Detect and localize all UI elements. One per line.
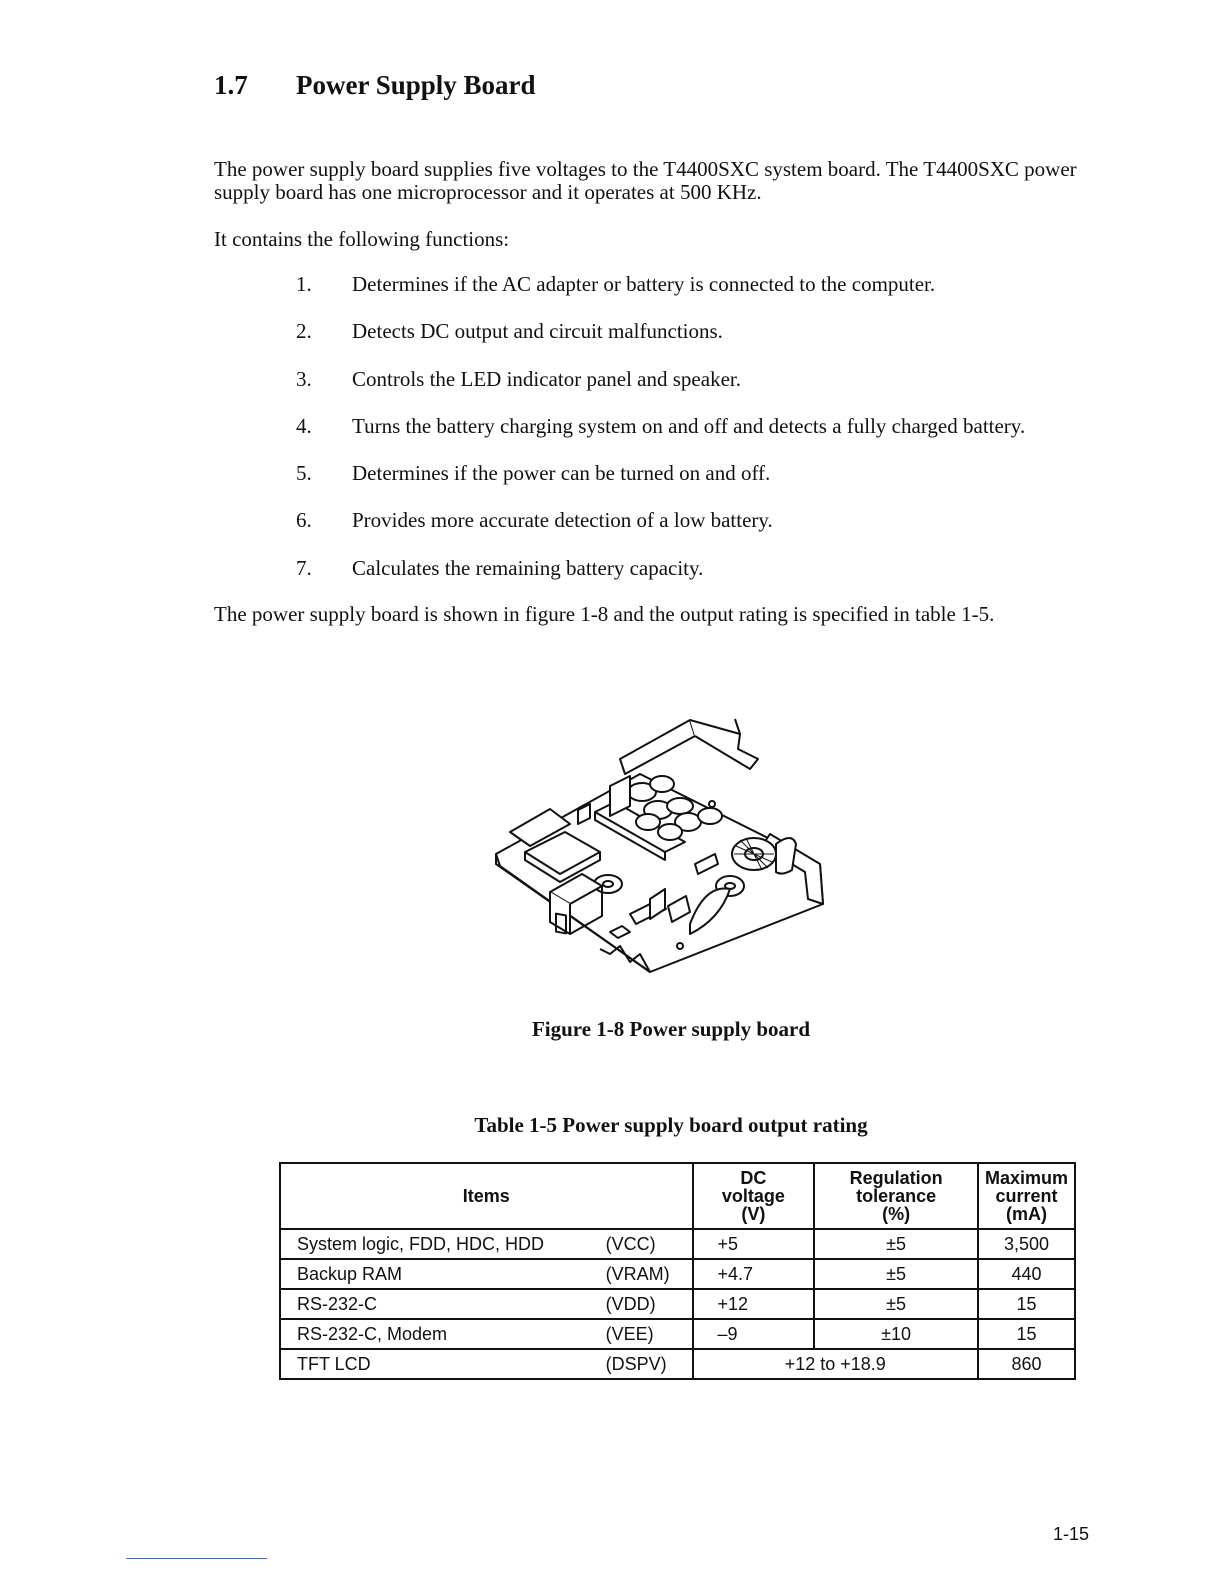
list-text: Turns the battery charging system on and off and detects a fully charged battery. <box>352 413 1026 438</box>
cell-symbol: (VCC) <box>602 1229 693 1259</box>
cell-tolerance: ±5 <box>814 1229 978 1259</box>
page-number: 1-15 <box>1053 1524 1090 1544</box>
table-row <box>280 1229 1075 1259</box>
list-text: Provides more accurate detection of a low battery. <box>352 508 773 533</box>
header-dc-voltage: DC voltage (V) <box>693 1163 815 1229</box>
table-header-row <box>280 1163 1075 1229</box>
cell-symbol: (VDD) <box>602 1289 693 1319</box>
list-text: Calculates the remaining battery capacity. <box>352 555 704 580</box>
table-row <box>280 1349 1075 1379</box>
list-item <box>296 273 1025 320</box>
cell-dc: +4.7 <box>693 1259 815 1289</box>
header-items: Items <box>280 1163 693 1229</box>
cell-current: 15 <box>978 1289 1075 1319</box>
cell-dc-range: +12 to +18.9 <box>693 1349 978 1379</box>
cell-symbol: (VEE) <box>602 1319 693 1349</box>
cell-item: Backup RAM <box>280 1259 602 1289</box>
list-item <box>296 368 1025 415</box>
cell-dc: –9 <box>693 1319 815 1349</box>
cell-item: RS-232-C <box>280 1289 602 1319</box>
table-row <box>280 1319 1075 1349</box>
footer-divider <box>126 1558 267 1559</box>
list-text: Determines if the power can be turned on and off. <box>352 461 771 486</box>
section-title: Power Supply Board <box>296 70 536 100</box>
output-rating-table <box>279 1162 1076 1380</box>
cell-tolerance: ±5 <box>814 1259 978 1289</box>
table-row <box>280 1289 1075 1319</box>
section-number: 1.7 <box>214 70 248 100</box>
list-number: 1. <box>296 272 312 296</box>
cell-item: System logic, FDD, HDC, HDD <box>280 1229 602 1259</box>
table-caption: Table 1-5 Power supply board output rating <box>474 1113 868 1137</box>
list-text: Determines if the AC adapter or battery is connected to the computer. <box>352 272 936 296</box>
list-item <box>296 509 1025 556</box>
functions-list <box>296 273 1025 604</box>
header-current: Maximum current (mA) <box>978 1163 1075 1229</box>
cell-current: 3,500 <box>978 1229 1075 1259</box>
list-number: 4. <box>296 413 312 438</box>
cell-symbol: (DSPV) <box>602 1349 693 1379</box>
cell-current: 860 <box>978 1349 1075 1379</box>
list-item <box>296 462 1025 509</box>
cell-current: 15 <box>978 1319 1075 1349</box>
cell-item: TFT LCD <box>280 1349 602 1379</box>
list-number: 6. <box>296 508 312 533</box>
list-number: 5. <box>296 461 312 486</box>
cell-tolerance: ±10 <box>814 1319 978 1349</box>
list-text: Controls the LED indicator panel and speaker. <box>352 366 741 391</box>
list-item <box>296 415 1025 462</box>
list-number: 7. <box>296 555 312 580</box>
header-tolerance: Regulation tolerance (%) <box>814 1163 978 1229</box>
table-row <box>280 1259 1075 1289</box>
list-number: 2. <box>296 319 312 344</box>
intro-paragraph: The power supply board supplies five voltages to the T4400SXC system board. The T4400SXC power supply board has one microprocessor and it operates at 500 KHz. <box>214 157 1077 204</box>
section-heading <box>214 70 536 101</box>
power-supply-board-illustration <box>490 714 830 976</box>
list-number: 3. <box>296 366 312 391</box>
cell-dc: +12 <box>693 1289 815 1319</box>
cell-symbol: (VRAM) <box>602 1259 693 1289</box>
reference-paragraph: The power supply board is shown in figure 1-8 and the output rating is specified in table 1-5. <box>214 602 995 626</box>
figure-caption: Figure 1-8 Power supply board <box>531 1017 811 1041</box>
cell-item: RS-232-C, Modem <box>280 1319 602 1349</box>
cell-tolerance: ±5 <box>814 1289 978 1319</box>
functions-intro: It contains the following functions: <box>214 227 510 251</box>
list-item <box>296 320 1025 367</box>
list-item <box>296 557 1025 604</box>
cell-current: 440 <box>978 1259 1075 1289</box>
list-text: Detects DC output and circuit malfunctions. <box>352 319 723 344</box>
cell-dc: +5 <box>693 1229 815 1259</box>
